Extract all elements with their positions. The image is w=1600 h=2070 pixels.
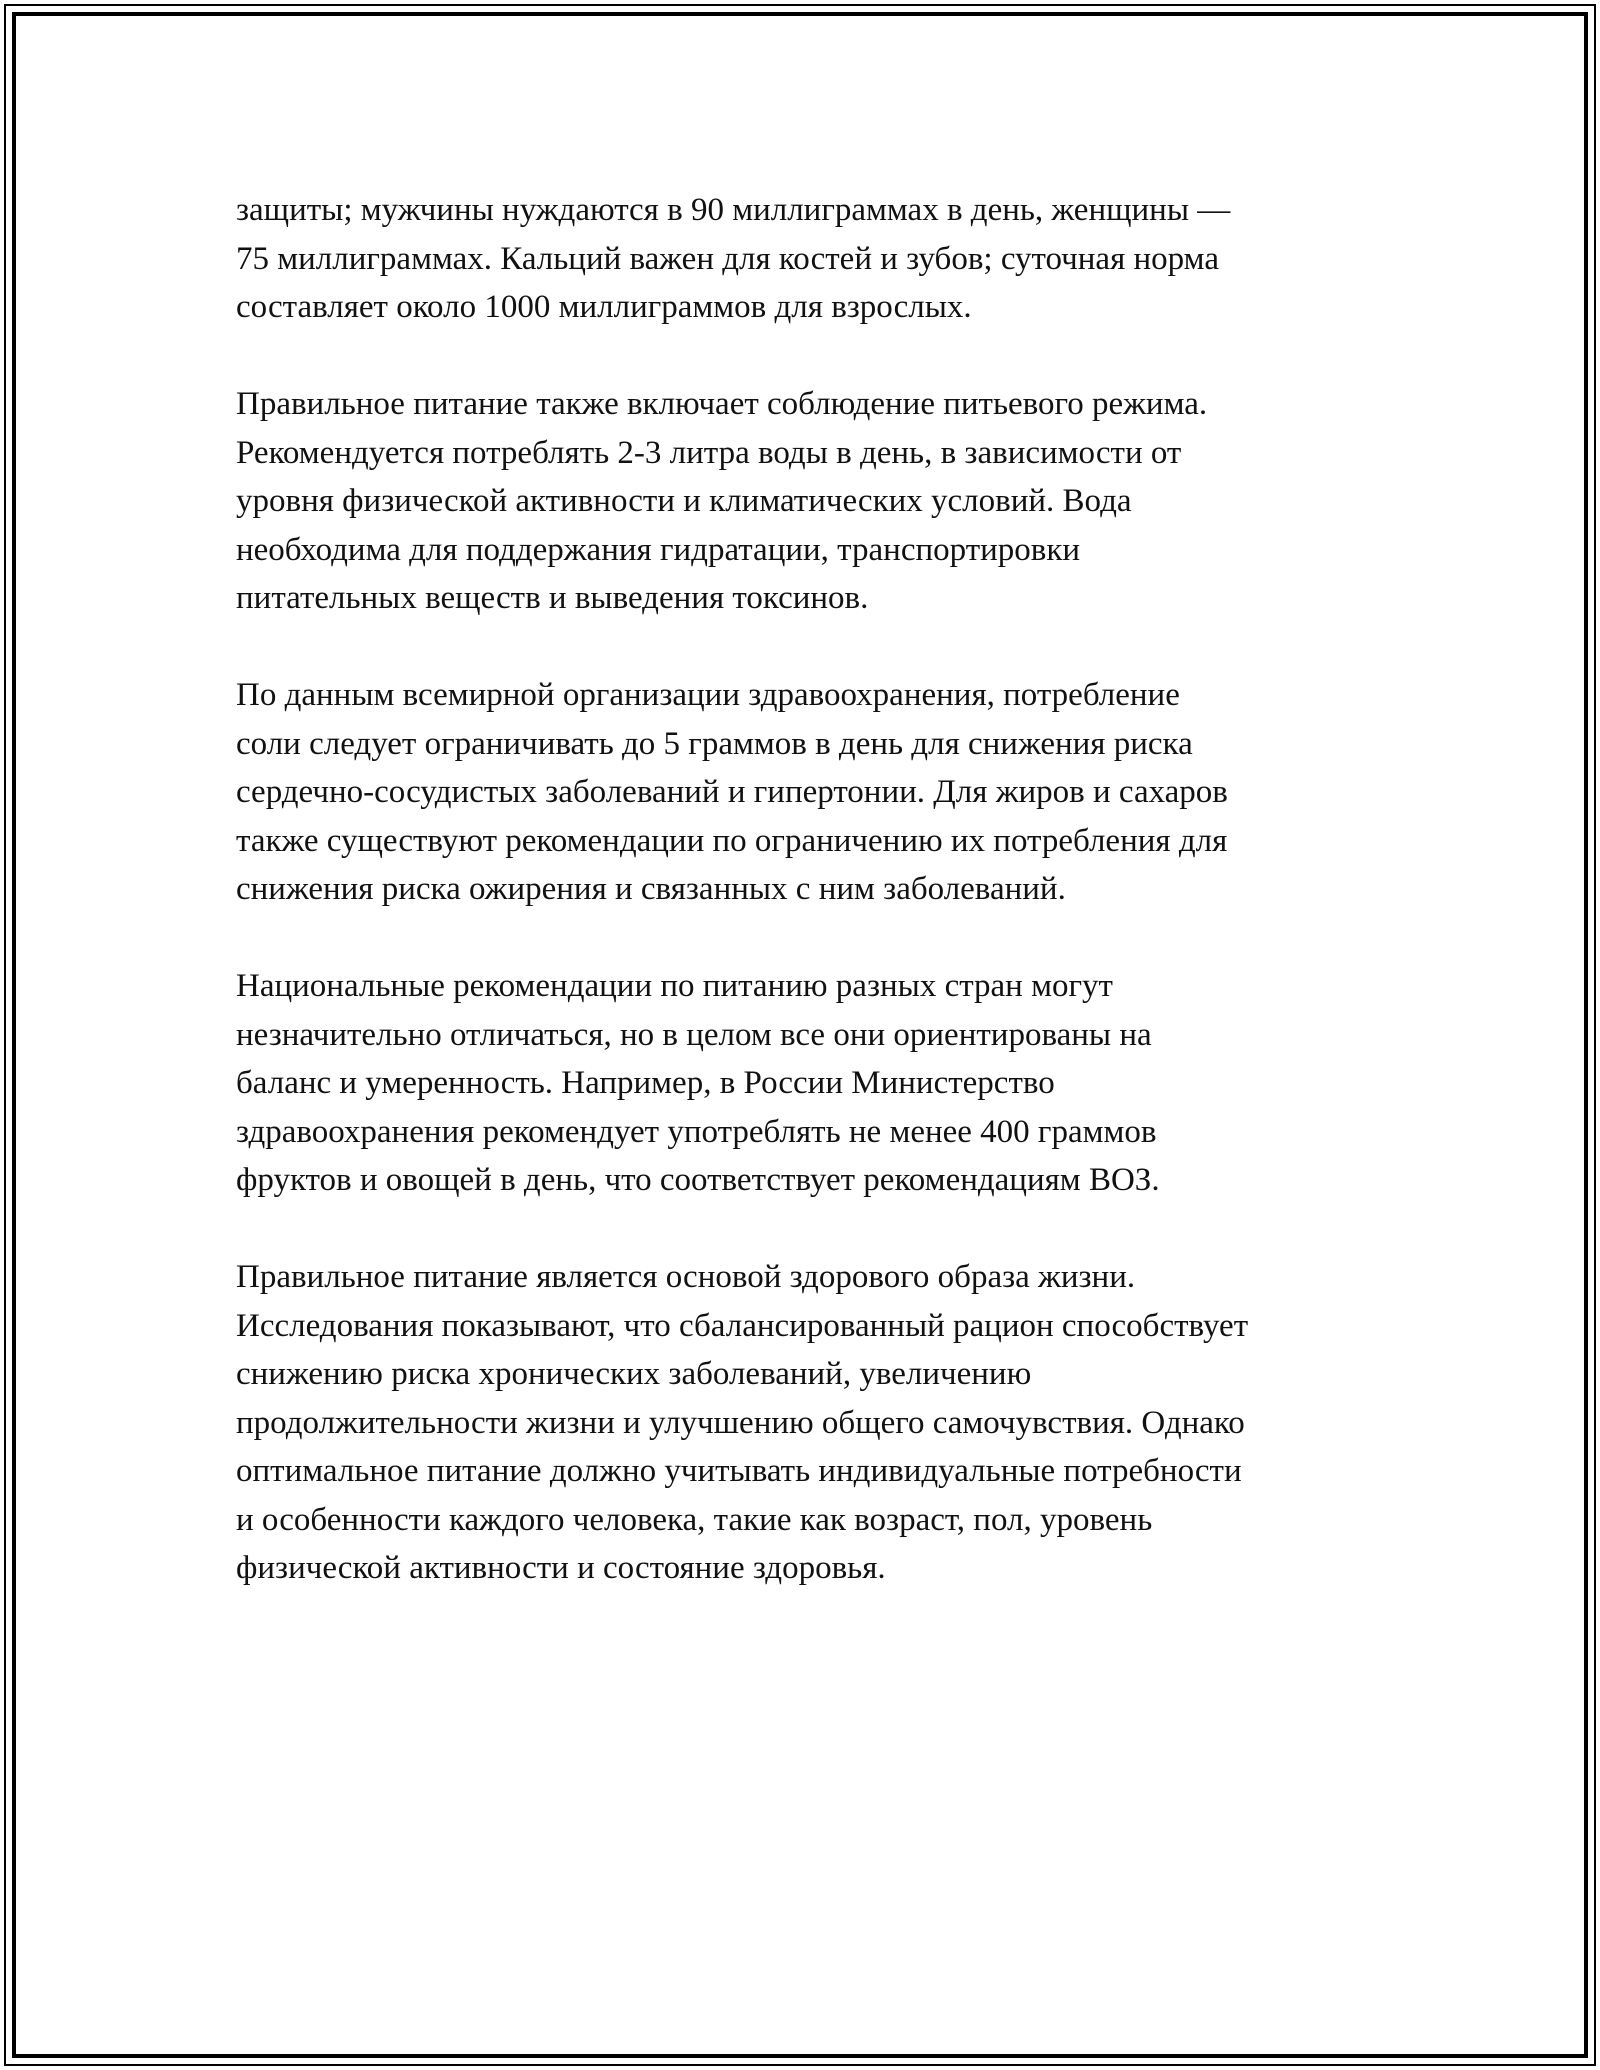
paragraph-salt-limits: По данным всемирной организации здравоохранения, потребление соли следует ограничивать до 5 граммов в день для снижения риска сердечно-сосудистых заболеваний и гипертонии. Для жиров и сахаров также существуют рекомендации по ограничению их потребления для снижения риска ожирения и связанных с ним заболеваний. [236,677,1228,907]
paragraph-vitamins-calcium: защиты; мужчины нуждаются в 90 миллиграммах в день, женщины — 75 миллиграммах. Кальций важен для костей и зубов; суточная норма составляет около 1000 миллиграммов для взрослых. [236,192,1231,325]
paragraph-national-guidelines: Национальные рекомендации по питанию разных стран могут незначительно отличаться, но в целом все они ориентированы на баланс и умеренность. Например, в России Министерство здравоохранения рекомендует употреблять не менее 400 граммов фруктов и овощей в день, что соответствует рекомендациям ВОЗ. [236,968,1160,1198]
paragraph-water-intake: Правильное питание также включает соблюдение питьевого режима. Рекомендуется потреблять 2-3 литра воды в день, в зависимости от уровня физической активности и климатических условий. Вода необходима для поддержания гидратации, транспортировки питательных веществ и выведения токсинов. [236,386,1208,616]
document-body [236,186,1396,1641]
paragraph-conclusion: Правильное питание является основой здорового образа жизни. Исследования показывают, что сбалансированный рацион способствует снижению риска хронических заболеваний, увеличению продолжительности жизни и улучшению общего самочувствия. Однако оптимальное питание должно учитывать индивидуальные потребности и особенности каждого человека, такие как возраст, пол, уровень физической активности и состояние здоровья. [236,1259,1249,1586]
